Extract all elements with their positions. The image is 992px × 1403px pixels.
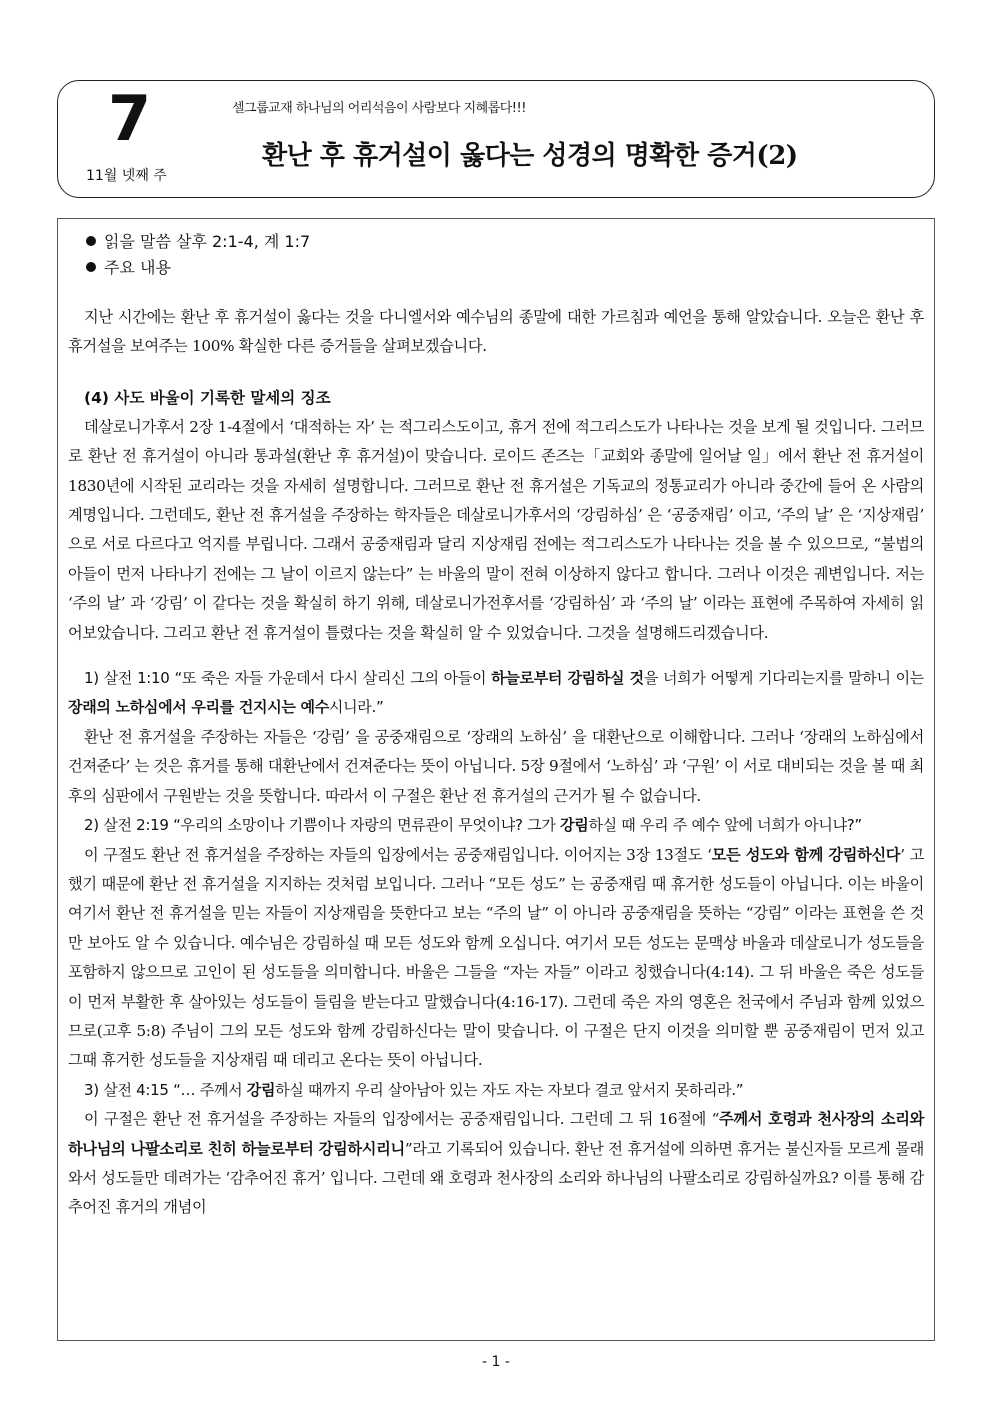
reading-text: 읽을 말씀 살후 2:1-4, 계 1:7 [104, 232, 311, 251]
bullet-icon [86, 262, 96, 272]
section-paragraph: 데살로니가후서 2장 1-4절에서 ‘대적하는 자’ 는 적그리스도이고, 휴거 전에 적그리스도가 나타나는 것을 보게 될 것입니다. 그러므로 환난 전 휴거설이 아니라 통과설(환난 후 휴거설)이 맞습니다. 로이드 존즈는「교회와 종말에 일어날 일」에서 환난 전 휴거설이 1830년에 시작된 교리라는 것을 자세히 설명합니다. 그러므로 환난 전 휴거설은 기독교의 정통교리가 아니라 중간에 들어 온 사람의 계명입니다. 그런데도, 환난 전 휴거설을 주장하는 학자들은 데살로니가후서의 ‘강림하심’ 은 ‘공중재림’ 이고, ‘주의 날’ 은 ‘지상재림’ 으로 서로 다르다고 억지를 부립니다. 그래서 공중재림과 달리 지상재림 전에는 적그리스도가 나타나는 것을 볼 수 있으므로, “불법의 아들이 먼저 나타나기 전에는 그 날이 이르지 않는다” 는 바울의 말이 전혀 이상하지 않다고 합니다. 그러나 이것은 궤변입니다. 저는 ‘주의 날’ 과 ‘강림’ 이 같다는 것을 확실히 하기 위해, 데살로니가전후서를 ‘강림하심’ 과 ‘주의 날’ 이라는 표현에 주목하여 자세히 읽어보았습니다. 그리고 환난 전 휴거설이 틀렸다는 것을 확실히 알 수 있었습니다. 그것을 설명해드리겠습니다. [68, 417, 924, 642]
page-number: - 1 - [482, 1354, 510, 1370]
main-text: 주요 내용 [104, 258, 171, 277]
point3-paragraph: 이 구절은 환난 전 휴거설을 주장하는 자들의 입장에서는 공중재림입니다. 그런데 그 뒤 16절에 “주께서 호령과 천사장의 소리와 하나님의 나팔소리로 친히 하늘로부터 강림하시리니”라고 기록되어 있습니다. 환난 전 휴거설에 의하면 휴거는 불신자들 모르게 몰래 와서 성도들만 데려가는 ‘감추어진 휴거’ 입니다. 그런데 왜 호령과 천사장의 소리와 하나님의 나팔소리로 강림하실까요? 이를 통해 감추어진 휴거의 개념이 [68, 1110, 925, 1217]
week-label: 11월 넷째 주 [86, 168, 167, 184]
bullet-icon [86, 236, 96, 246]
point1-paragraph: 환난 전 휴거설을 주장하는 자들은 ‘강림’ 을 공중재림으로 ‘장래의 노하심’ 을 대환난으로 이해합니다. 그러나 ‘장래의 노하심에서 건져준다’ 는 것은 휴거를 통해 대환난에서 건져준다는 뜻이 아닙니다. 5장 9절에서 ‘노하심’ 과 ‘구원’ 이 서로 대비되는 것을 볼 때 최후의 심판에서 구원받는 것을 뜻합니다. 따라서 이 구절은 환난 전 휴거설의 근거가 될 수 없습니다. [68, 727, 924, 805]
section-heading: (4) 사도 바울이 기록한 말세의 징조 [84, 388, 331, 407]
page-title: 환난 후 휴거설이 옳다는 성경의 명확한 증거(2) [262, 141, 798, 171]
point1-verse: 1) 살전 1:10 “또 죽은 자들 가운데서 다시 살리신 그의 아들이 하늘로부터 강림하실 것을 너희가 어떻게 기다리는지를 말하니 이는 장래의 노하심에서 우리를 건지시는 예수시니라.” [68, 669, 924, 717]
point2-paragraph: 이 구절도 환난 전 휴거설을 주장하는 자들의 입장에서는 공중재림입니다. 이어지는 3장 13절도 ‘모든 성도와 함께 강림하신다’ 고 했기 때문에 환난 전 휴거설을 지지하는 것처럼 보입니다. 그러나 “모든 성도” 는 공중재림 때 휴거한 성도들이 아닙니다. 이는 바울이 여기서 환난 전 휴거설을 믿는 자들이 지상재림을 뜻한다고 보는 “주의 날” 이 아니라 공중재림을 뜻하는 “강림” 이라는 표현을 쓴 것만 보아도 알 수 있습니다. 예수님은 강림하실 때 모든 성도와 함께 오십니다. 여기서 모든 성도는 문맥상 바울과 데살로니가 성도들을 포함하지 않으므로 고인이 된 성도들을 의미합니다. 바울은 그들을 “자는 자들” 이라고 칭했습니다(4:14). 그 뒤 바울은 죽은 성도들이 먼저 부활한 후 살아있는 성도들이 들림을 받는다고 말했습니다(4:16-17). 그런데 죽은 자의 영혼은 천국에서 주님과 함께 있었으므로(고후 5:8) 주님이 그의 모든 성도와 함께 강림하신다는 말이 맞습니다. 이 구절은 단지 이것을 의미할 뿐 공중재림이 먼저 있고 그때 휴거한 성도들을 지상재림 때 데리고 온다는 뜻이 아닙니다. [68, 845, 924, 1070]
content-frame [57, 218, 935, 1341]
intro-paragraph: 지난 시간에는 환난 후 휴거설이 옳다는 것을 다니엘서와 예수님의 종말에 대한 가르침과 예언을 통해 알았습니다. 오늘은 환난 후 휴거설을 보여주는 100% 확실한 다른 증거들을 살펴보겠습니다. [68, 308, 924, 356]
reading-bullet [68, 229, 924, 255]
main-bullet [68, 255, 924, 281]
lesson-number: 7 [108, 82, 152, 155]
series-title: 셀그룹교재 하나님의 어리석음이 사람보다 지혜롭다!!! [232, 101, 526, 116]
point2-verse: 2) 살전 2:19 “우리의 소망이나 기쁨이나 자랑의 면류관이 무엇이냐? 그가 강림하실 때 우리 주 예수 앞에 너희가 아니냐?” [84, 816, 862, 835]
point3-verse: 3) 살전 4:15 “… 주께서 강림하실 때까지 우리 살아남아 있는 자도 자는 자보다 결코 앞서지 못하리라.” [84, 1080, 744, 1099]
content-body [68, 229, 924, 1223]
